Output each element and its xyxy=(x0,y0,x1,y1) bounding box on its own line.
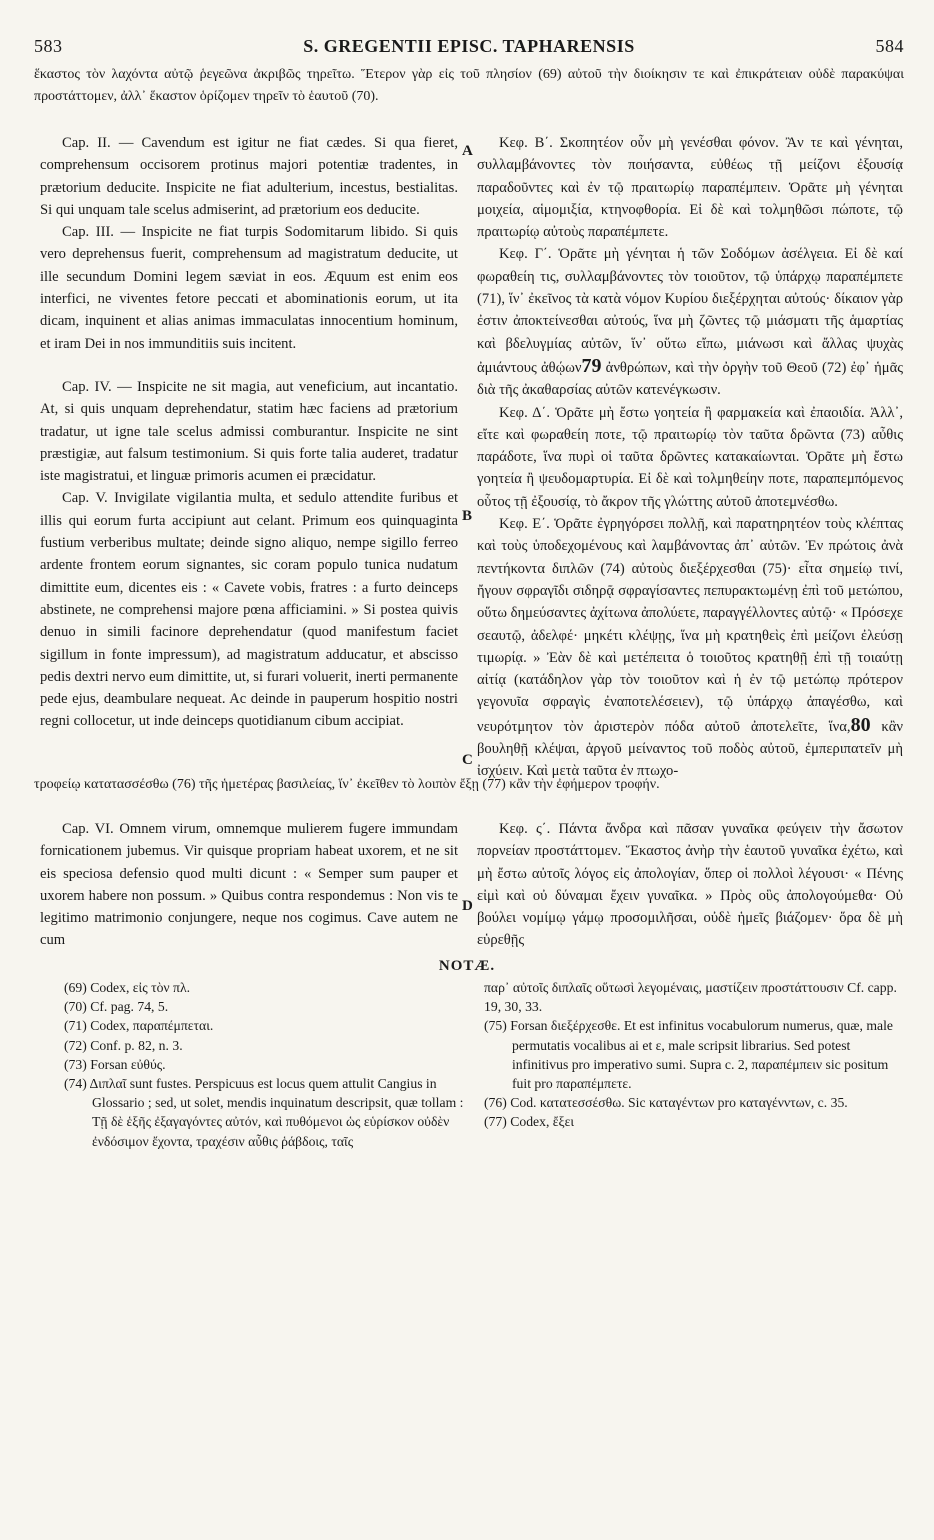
latin-column xyxy=(40,132,458,733)
running-title: S. GREGENTII EPISC. TAPHARENSIS xyxy=(303,36,635,56)
note-69: (69) Codex, εἰς τὸν πλ. xyxy=(64,980,191,995)
notes-heading: NOTÆ. xyxy=(438,958,496,974)
greek-chapter-6-column xyxy=(477,818,903,952)
top-full-width-text xyxy=(34,64,904,108)
note-74-continued: παρ᾽ αὐτοῖς διπλαῖς οὕτωσὶ λεγομέναις, μαστίζειν προστάττουσιν Cf. capp. 19, 30, 33. xyxy=(484,980,897,1015)
greek-chapter-4: Κεφ. Δ΄. Ὁρᾶτε μὴ ἔστω γοητεία ἢ φαρμακεία καὶ ἐπαοιδία. Ἀλλ᾽, εἴτε καὶ φωραθείη ποτε, τῷ πραιτωρίῳ τὸν ταῦτα δρῶντα (73) αὖθις παράδοτε, ἵνα πυρὶ οἱ ταῦτα δρῶντες κατακαίωνται. Ὁρᾶτε μὴ ἔστω γοητεία ἢ ψευδομαρτυρία. Εἰ δὲ καὶ τολμηθείην ποτε, παραπεμπόμενος οὗτος τῇ ἐξουσίᾳ, τὸ ἄκρον τῆς γλώττης αὐτοῦ ἀποτεμνέσθω. xyxy=(477,404,903,510)
latin-chapter-6-column xyxy=(40,818,458,952)
greek-chapter-2: Κεφ. Β΄. Σκοπητέον οὖν μὴ γενέσθαι φόνον. Ἂν τε καὶ γένηται, συλλαμβάνοντες τὸν ποιήσαντα, εὐθέως τῇ μείζονι ἐξουσίᾳ παραδοῦντες καὶ ἐν τῷ πραιτωρίῳ παραπέμπειν. Ὁρᾶτε μὴ γένηται μοιχεία, αἱμομιξία, κτηνοφθορία. Εἰ δὲ καὶ τολμηθῶσι πώποτε, τῷ πραιτωρίῳ αὐτοὺς παραπέμπετε. xyxy=(477,135,903,241)
continuation-paragraph: ἕκαστος τὸν λαχόντα αὐτῷ ῥεγεῶνα ἀκριβῶς τηρεῖτω. Ἕτερον γὰρ εἰς τοῦ πλησίον (69) αὐτοῦ τὴν διοίκησιν τε καὶ ἐπικράτειαν οὐδὲ παρακύψαι προστάττομεν, ἀλλ᾽ ἕκαστον ὁρίζομεν τηρεῖν τὸ ἑαυτοῦ (70). xyxy=(34,67,904,104)
greek-chapter-5 xyxy=(477,513,903,783)
notes-right-column xyxy=(484,978,904,1132)
greek-chapter-3-part-1: Κεφ. Γ΄. Ὁρᾶτε μὴ γένηται ἡ τῶν Σοδόμων ἀσέλγεια. Εἰ δὲ καί φωραθείη τις, συλλαμβάνοντες τὸν τοιοῦτον, τῷ ὑπάρχῳ παραπέμπετε (71), ἵν᾽ ἐκεῖνος τὰ κατὰ νόμον Κυρίου διεξέρχηται αὐτούς· δίκαιον γὰρ ἐστιν ἀποκτείνεσθαι αὐτούς, ἵνα μὴ ζῶντες τῷ μιάσματι τῆς ἁμαρτίας καὶ βδελυγμίας αὐτῶν, ἵν᾽ οὕτω εἴπω, μιάνωσι καὶ ἄλλας ψυχὰς ἀμιάντους ἀθῴων xyxy=(477,246,903,376)
greek-chapter-5-part-1: Κεφ. Ε΄. Ὁρᾶτε ἐγρηγόρσει πολλῇ, καὶ παρατηρητέον τοὺς κλέπτας καὶ τοὺς ὑποδεχομένους καὶ λαμβάνοντας ἀπ᾽ αὐτῶν. Ἐν πρώτοις ἀνὰ πεντήκοντα διπλῶν (74) αὐτοὺς διεξέρχεσθαι (75)· εἶτα σημείῳ τινί, ἤγουν σφραγῖδι σιδηρᾷ σφραγίσαντες πεπυρακτωμένῃ ἐπὶ τοῦ μετώπου, οὕτω δημεύσαντες ἀχίτωνα ἀπολύετε, παραγγέλλοντες αὐτῷ· « Πρόσεχε σεαυτῷ, ἀδελφέ· μηκέτι κλέψῃς, ἵνα μὴ κρατηθεὶς ἐπὶ μείζονι ἐλεύσῃ τιμωρίᾳ. » Ἐὰν δὲ καὶ μετέπειτα ὁ τοιοῦτος κρατηθῇ ἐπὶ τῇ τοιαύτῃ αἰτίᾳ (κατάδηλον γὰρ τὸν τοιοῦτον καὶ ἡ ἐν τῷ μετώπῳ πρότερον γεγονυῖα σφραγὶς ἐναποτελέσειεν), τῷ ὑπάρχῳ ἀπαγέσθω, καὶ νευρότμητον τὸν ἀριστερὸν πόδα αὐτοῦ ἀποτελεῖτε, ἵνα, xyxy=(477,516,903,735)
greek-column xyxy=(477,132,903,783)
continuation-paragraph-2: τροφείῳ κατατασσέσθω (76) τῆς ἡμετέρας βασιλείας, ἵν᾽ ἐκεῖθεν τὸ λοιπὸν ἔξῃ (77) κἂν τὴν ἐφήμερον τροφήν. xyxy=(34,777,660,792)
margin-letter-a: A xyxy=(462,143,473,159)
paragraph-gap xyxy=(40,355,458,376)
latin-chapter-3: Cap. III. — Inspicite ne fiat turpis Sodomitarum libido. Si quis vero deprehensus fuerit, comprehensum ad magistratum deducite, ut ille secundum Domini legem sæviat in eos. Æquum est enim eos interfici, ne viventes fetore peccati et abominationis eorum, ut ita dicam, inquinent et alias animas immaculatas innocentium hominum, et iram Dei in nos immunditiis suis incitent. xyxy=(40,224,458,352)
page-number-left: 583 xyxy=(34,36,63,56)
note-73: (73) Forsan εὐθύς. xyxy=(64,1056,166,1072)
note-76: (76) Cod. κατατεσσέσθω. Sic καταγέντων pro καταγένντων, c. 35. xyxy=(484,1095,848,1111)
note-74: (74) Διπλαῖ sunt fustes. Perspicuus est locus quem attulit Cangius in Glossario ; sed, ut solet, mendis inquinatum descripsit, quæ tollam : Τῇ δὲ ἑξῆς ἐξαγαγόντες αὐτόν, καὶ πυθόμενοι ὡς εὑρίσκον οὐδὲν ἐνδόσιμον ἔχοντα, τραχέσιν αὖθις ῥάβδοις, ταῖς xyxy=(64,1076,464,1149)
latin-chapter-4: Cap. IV. — Inspicite ne sit magia, aut veneficium, aut incantatio. At, si quis unquam deprehendatur, statim hæc faciens ad prætorium tradatur, ut igne tale scelus admissi comburantur. Inspicite ne sint præstigiæ, aut falsum testimonium. Si quis forte talia auderet, tradatur iste magistratui, et linguæ primoris acumen ei præcidatur. xyxy=(40,378,458,485)
note-75: (75) Forsan διεξέρχεσθε. Et est infinitus vocabulorum numerus, quæ, male permutatis vocalibus ai et ε, male scripsit librarius. Sed potest infinitivus pro imperativo sumi. Supra c. 2, παραπέμπειν sic positum fuit pro παραπέμπετε. xyxy=(484,1018,893,1092)
running-header xyxy=(34,36,904,58)
latin-chapter-6: Cap. VI. Omnem virum, omnemque mulierem fugere immundam fornicationem jubemus. Vir quisque propriam habeat uxorem, et ne sit eis speciosa defensio quod multi dicunt : « Semper sum pauper et uxorem habere non possum. » Quibus contra respondemus : Non vis te legitimo matrimonio conjungere, neque nos cogimus. Cave autem ne cum xyxy=(40,821,458,949)
margin-letter-c: C xyxy=(462,752,473,768)
folio-number-80: 80 xyxy=(850,713,871,736)
greek-chapter-6: Κεφ. ς΄. Πάντα ἄνδρα καὶ πᾶσαν γυναῖκα φεύγειν τὴν ἄσωτον πορνείαν προστάττομεν. Ἕκαστος ἀνὴρ τὴν ἑαυτοῦ γυναῖκα ἐχέτω, καὶ μὴ ἔστω αὐτοῖς λόγος εἰς ἀπολογίαν, ὅπερ οἱ πολλοὶ λέγουσι· « Πένης εἰμὶ καὶ οὐ δύναμαι ἔχειν γυναῖκα. » Πρὸς οὓς ἀπολογούμεθα· Οὐ βούλει νομίμῳ γάμῳ προσομιλῆσαι, οὐδὲ ἡμεῖς βιάζομεν· ὅρα δὲ μὴ εὑρεθῇς xyxy=(477,821,903,949)
latin-chapter-5: Cap. V. Invigilate vigilantia multa, et sedulo attendite furibus et illis qui eorum furta accipiunt aut celant. Primum eos quinquaginta fustium verberibus multate; deinde signo aliquo, nempe sigillo ferreo ardente frontem eorum signantes, sic coram populo tunica nudatum dimittite eum, dicentes eis : « Cavete vobis, fratres : a furto deinceps abstinete, ne comprehensi majore pœna afficiamini. » Si postea quivis denuo in simili facinore deprehendatur (quod manifestum faciet sigillum in fonte impressum), ad magistratum adducatur, et abscisso pedis dextri nervo eum dimittite, ut, si furari voluerit, inerti permanente pede ejus, deambulare nequeat. Ac deinde in pauperum hospitio nostri regni collocetur, ut inde deinceps quotidianum cibum accipiat. xyxy=(40,490,458,730)
note-77: (77) Codex, ἔξει xyxy=(484,1114,575,1130)
greek-chapter-3-part-2: ἀνθρώπων, καὶ τὴν ὀργὴν τοῦ Θεοῦ (72) ἐφ᾽ ἡμᾶς διὰ τῆς ἀκαθαρσίας αὐτῶν κατενέγκωσιν. xyxy=(477,359,904,399)
greek-chapter-3 xyxy=(477,243,903,401)
latin-chapter-2: Cap. II. — Cavendum est igitur ne fiat cædes. Si qua fieret, comprehensum occisorem protinus majori potentiæ tradentes, in prætorium deducite. Inspicite ne fiat adulterium, incestus, bestialitas. Si qui unquam tale scelus admiserint, ad prætorium eos deducite. xyxy=(40,135,458,218)
margin-letter-b: B xyxy=(462,508,473,524)
page-number-right: 584 xyxy=(875,36,904,56)
folio-number-79: 79 xyxy=(581,354,602,377)
notes-left-column xyxy=(64,978,464,1151)
margin-letter-d: D xyxy=(462,898,473,914)
middle-full-width-text xyxy=(34,774,904,796)
note-72: (72) Conf. p. 82, n. 3. xyxy=(64,1037,183,1053)
note-70: (70) Cf. pag. 74, 5. xyxy=(64,999,169,1015)
greek-chapter-5-part-2: κἂν βουληθῇ κλέψαι, ἀργοῦ μείναντος τοῦ ποδὸς αὐτοῦ, ἐμπεριπατεῖν μὴ ἰσχύειν. Καὶ μετὰ ταῦτα ἐν πτωχο- xyxy=(477,718,904,780)
note-71: (71) Codex, παραπέμπεται. xyxy=(64,1018,214,1034)
